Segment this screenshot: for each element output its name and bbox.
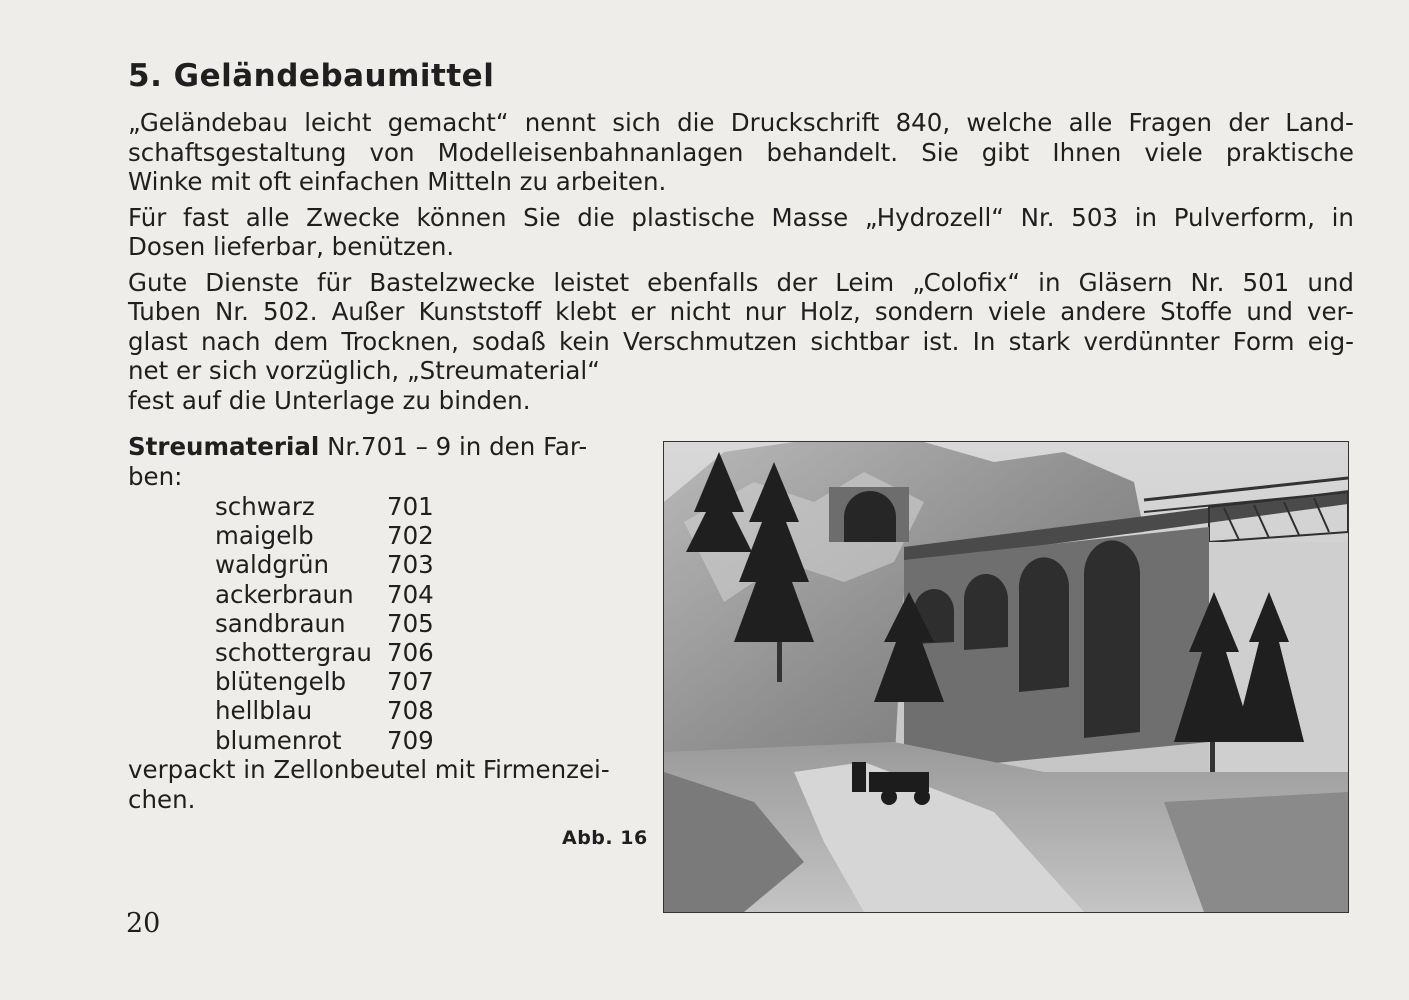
word: sondern: [874, 297, 974, 326]
word: leicht: [304, 108, 372, 137]
word: 501: [1242, 267, 1290, 297]
word: praktische: [1225, 137, 1354, 167]
word: Außer: [331, 297, 405, 326]
word: Form: [1232, 326, 1295, 356]
color-name: blütengelb: [215, 667, 347, 697]
color-name: ackerbraun: [215, 579, 354, 609]
word: Holz,: [799, 297, 861, 326]
word: plastische: [631, 202, 755, 232]
color-name: schwarz: [215, 492, 315, 521]
word: nur: [744, 297, 786, 326]
word: sich: [612, 108, 661, 137]
word: gemacht“: [387, 108, 509, 137]
word: dem: [273, 326, 329, 356]
color-number: 701: [387, 492, 434, 521]
color-name: sandbraun: [215, 608, 346, 638]
word: sichtbar: [810, 326, 910, 356]
word: Gläsern: [1078, 267, 1173, 297]
color-number: 702: [387, 521, 434, 551]
paragraph-colofix: [128, 268, 1354, 416]
color-name: waldgrün: [215, 550, 330, 580]
color-number: 707: [387, 667, 434, 697]
word: viele: [987, 297, 1047, 326]
color-number: 703: [387, 550, 434, 580]
word: Leim: [835, 267, 895, 297]
word: In: [972, 326, 996, 356]
color-number: 709: [387, 725, 434, 755]
word: können: [416, 202, 507, 232]
text-line: [128, 327, 1354, 357]
word: der: [1228, 108, 1270, 137]
word: 503: [1071, 202, 1119, 232]
word: welche: [966, 108, 1053, 137]
word: alle: [245, 202, 290, 232]
color-number: 708: [387, 696, 434, 726]
word: kein: [559, 326, 610, 356]
word: nicht: [669, 297, 731, 326]
word: nach: [200, 326, 261, 356]
word: in: [1038, 267, 1061, 297]
word: und: [1246, 297, 1293, 326]
word: der: [776, 267, 818, 297]
color-item: [128, 521, 630, 550]
text-line: net er sich vorzüglich, „Streumaterial“: [128, 356, 600, 385]
color-list: [128, 492, 630, 755]
word: Land-: [1285, 108, 1354, 137]
word: Gute: [128, 267, 188, 297]
word: 840,: [895, 108, 951, 137]
color-name: maigelb: [215, 521, 314, 551]
color-item: [128, 638, 630, 667]
text-line: [128, 297, 1354, 327]
streumaterial-title: Streumaterial: [128, 432, 320, 461]
word: ver-: [1306, 297, 1354, 326]
color-item: [128, 550, 630, 579]
word: ist.: [922, 326, 960, 356]
color-name: hellblau: [215, 696, 313, 726]
word: verdünnter: [1083, 326, 1220, 356]
color-item: [128, 492, 630, 521]
word: viele: [1144, 137, 1203, 167]
page-number: 20: [126, 908, 161, 939]
word: Druckschrift: [730, 108, 880, 137]
word: die: [677, 108, 715, 137]
word: schaftsgestaltung: [128, 137, 347, 167]
word: Trocknen,: [341, 326, 459, 356]
word: Dienste: [205, 267, 299, 297]
color-number: 704: [387, 579, 434, 609]
figure-label: Abb. 16: [562, 827, 648, 849]
body-text: [128, 108, 1354, 421]
word: Tuben: [128, 297, 201, 326]
color-name: schottergrau: [215, 638, 372, 668]
landscape-photo: [663, 441, 1349, 913]
word: Stoffe: [1160, 297, 1233, 326]
word: Modelleisenbahnanlagen: [437, 137, 744, 167]
text-line: [128, 268, 1354, 298]
word: Verschmutzen: [622, 326, 798, 356]
color-number: 705: [387, 608, 434, 638]
word: in: [1134, 202, 1158, 232]
word: behandelt.: [766, 137, 899, 167]
word: Nr.: [1190, 267, 1225, 297]
word: und: [1307, 267, 1354, 297]
color-item: [128, 696, 630, 725]
word: stark: [1008, 326, 1071, 356]
package-note-continued: chen.: [128, 784, 196, 814]
word: Sie: [921, 137, 959, 167]
viaduct-landscape-illustration: [664, 442, 1348, 912]
word: „Geländebau: [128, 108, 288, 137]
word: sodaß: [472, 326, 546, 356]
word: alle: [1068, 108, 1113, 137]
word: in: [1331, 202, 1354, 232]
word: von: [369, 137, 415, 167]
word: Nr.: [1020, 202, 1055, 232]
word: „Hydrozell“: [864, 202, 1004, 232]
word: Für: [128, 202, 167, 232]
word: Masse: [771, 202, 849, 232]
word: Sie: [523, 202, 561, 232]
package-note: verpackt in Zellonbeutel mit Firmenzei-: [128, 754, 610, 784]
text-line: [128, 138, 1354, 168]
word: Bastelzwecke: [369, 267, 536, 297]
word: andere: [1060, 297, 1147, 326]
color-name: blumenrot: [215, 725, 342, 755]
text-line: [128, 108, 1354, 138]
color-item: [128, 580, 630, 609]
color-item: [128, 609, 630, 638]
text-line: Dosen lieferbar, benützen.: [128, 232, 455, 261]
color-item: [128, 726, 630, 755]
word: Zwecke: [306, 202, 400, 232]
streumaterial-intro-continued: ben:: [128, 462, 183, 491]
word: 502.: [263, 297, 318, 326]
section-heading: 5. Geländebaumittel: [128, 58, 495, 94]
text-line: fest auf die Unterlage zu binden.: [128, 385, 531, 415]
color-item: [128, 667, 630, 696]
color-number: 706: [387, 638, 434, 668]
word: Fragen: [1128, 108, 1213, 137]
word: er: [630, 297, 656, 326]
word: „Colofix“: [912, 267, 1021, 297]
word: Pulverform,: [1173, 202, 1315, 232]
paragraph-hydrozell: [128, 203, 1354, 262]
word: nennt: [524, 108, 597, 137]
word: für: [317, 267, 352, 297]
streumaterial-intro: [128, 432, 630, 462]
word: Ihnen: [1052, 137, 1122, 167]
streumaterial-intro-text: Nr.701 – 9 in den Far-: [319, 432, 588, 461]
paragraph-gelaendebau: [128, 108, 1354, 197]
word: ebenfalls: [647, 267, 759, 297]
word: leistet: [553, 267, 630, 297]
word: klebt: [555, 297, 617, 326]
word: fast: [183, 202, 230, 232]
text-line: [128, 203, 1354, 233]
word: eig-: [1307, 326, 1354, 356]
text-line: Winke mit oft einfachen Mitteln zu arbeiten.: [128, 167, 667, 196]
streumaterial-section: [128, 432, 630, 815]
word: die: [577, 202, 615, 232]
word: glast: [128, 326, 188, 356]
word: gibt: [981, 137, 1030, 167]
word: Kunststoff: [418, 297, 542, 326]
word: Nr.: [215, 297, 249, 326]
